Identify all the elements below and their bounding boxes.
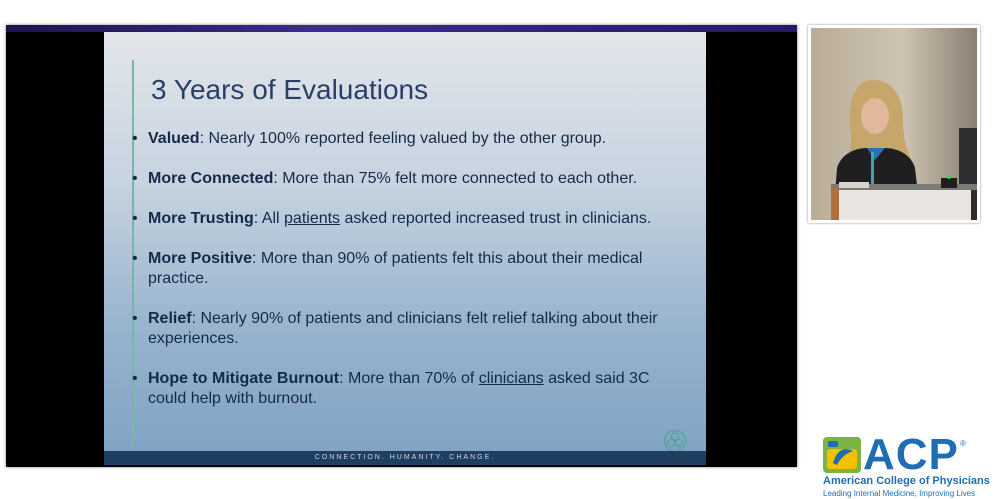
acp-logo — [823, 430, 993, 499]
acp-emblem-icon — [823, 437, 861, 473]
acp-registered-mark: ® — [960, 439, 966, 448]
presentation-slide — [104, 32, 706, 465]
bullet-label: Hope to Mitigate Burnout — [148, 370, 340, 387]
bullet-underlined-text: patients — [284, 210, 341, 227]
bullet-label: More Positive — [148, 250, 253, 267]
bullet-more-positive — [132, 249, 692, 289]
acp-letters: ACP — [863, 430, 959, 479]
slide-footer-text: CONNECTION. HUMANITY. CHANGE. — [314, 454, 496, 461]
slide-title: 3 Years of Evaluations — [151, 74, 429, 105]
video-top-bar — [6, 25, 797, 32]
bullet-relief — [132, 309, 692, 349]
bullet-text: : Nearly 100% reported feeling valued by the other group. — [199, 130, 607, 147]
bullet-text: : More than 70% of — [339, 370, 479, 387]
presentation-video — [6, 25, 797, 467]
speaker-video-feed — [811, 28, 977, 220]
bullet-label: More Connected — [148, 170, 274, 187]
bullet-valued — [132, 129, 692, 149]
acp-tagline: Leading Internal Medicine, Improving Lives — [823, 489, 976, 498]
bullet-text-after: asked said 3C could help with burnout. — [148, 370, 650, 407]
bullet-more-connected — [132, 169, 692, 189]
acp-name: American College of Physicians — [823, 475, 990, 487]
speaker-video — [808, 25, 980, 223]
bullet-more-trusting — [132, 209, 692, 229]
bullet-label: More Trusting — [148, 210, 254, 227]
bullet-text: : All — [253, 210, 285, 227]
bullet-list — [132, 129, 692, 429]
bullet-underlined-text: clinicians — [478, 370, 544, 387]
bullet-text: : More than 90% of patients felt this about their medical practice. — [148, 250, 643, 287]
bullet-text: : More than 75% felt more connected to each other. — [273, 170, 638, 187]
bullet-text-after: asked reported increased trust in clinicians. — [340, 210, 652, 227]
bullet-text: : Nearly 90% of patients and clinicians felt relief talking about their experiences. — [148, 310, 658, 347]
bullet-label: Valued — [148, 130, 200, 147]
bullet-label: Relief — [148, 310, 192, 327]
bullet-hope-to-mitigate-burnout — [132, 369, 692, 409]
3rd-conversation-logo-icon — [663, 429, 687, 453]
